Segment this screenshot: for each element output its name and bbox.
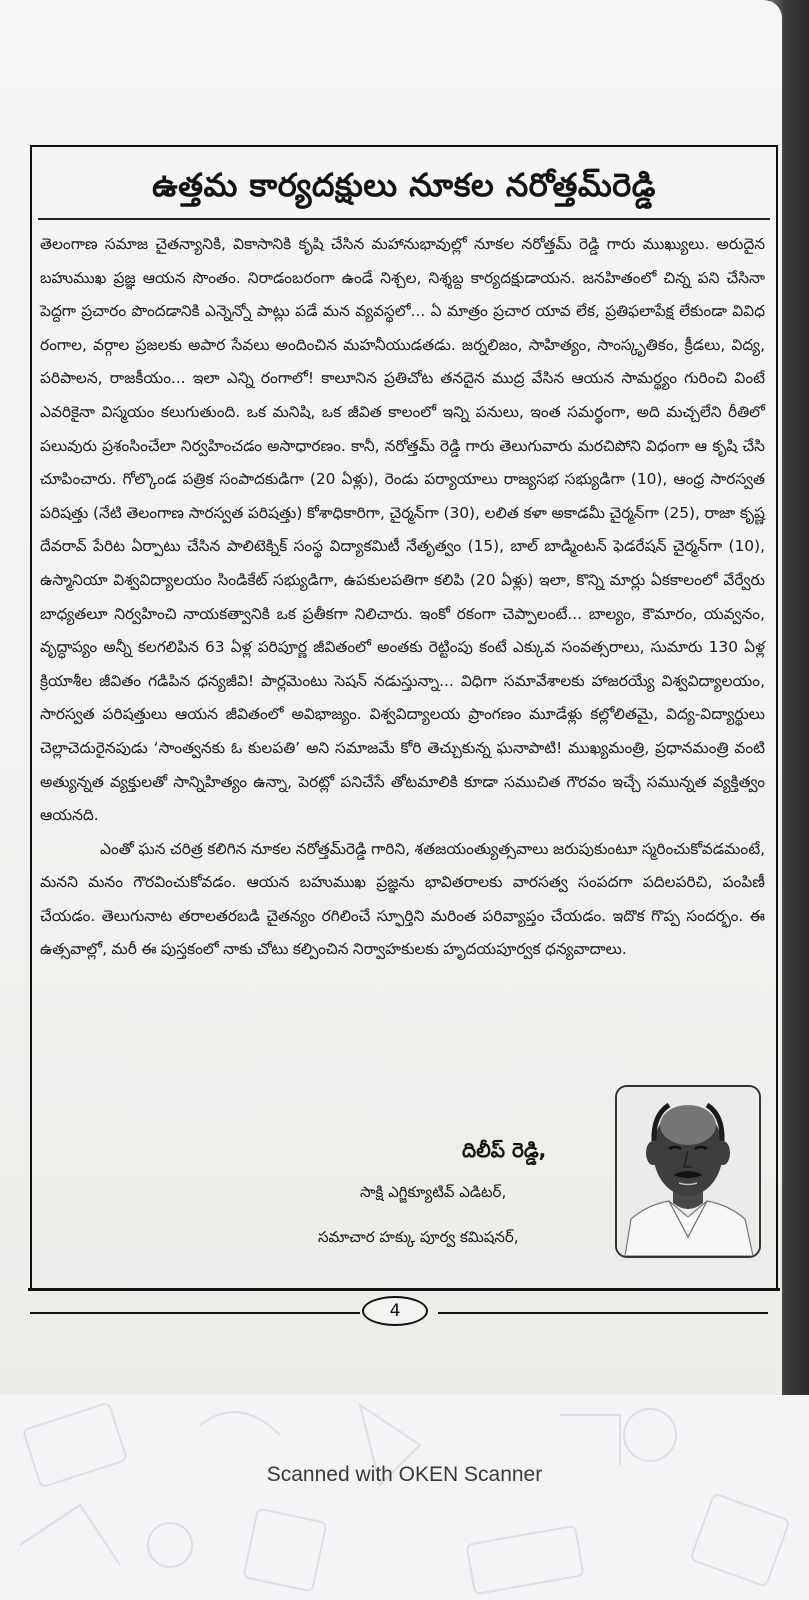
article-body — [40, 228, 765, 967]
article-title: ఉత్తమ కార్యదక్షులు నూకల నరోత్తమ్‌రెడ్డి — [152, 166, 656, 204]
scanner-footer — [0, 1395, 809, 1600]
watermark-pattern — [0, 1395, 809, 1600]
title-divider — [38, 218, 770, 220]
author-role-2: సమాచార హక్కు పూర్వ కమిషనర్, — [318, 1228, 519, 1246]
footer-rule-left — [30, 1312, 360, 1314]
author-name: దిలీప్ రెడ్డి, — [462, 1138, 547, 1162]
footer-rule — [28, 1288, 780, 1291]
footer-rule-right — [438, 1312, 768, 1314]
scanner-watermark-label: Scanned with OKEN Scanner — [266, 1463, 543, 1486]
article-paragraph-1: తెలంగాణ సమాజ చైతన్యానికి, వికాసానికి కృషి చేసిన మహానుభావుల్లో నూకల నరోత్తమ్ రెడ్డి గారు ముఖ్యులు. అరుదైన బహుముఖ ప్రజ్ఞ ఆయన సొంతం. నిరాడంబరంగా ఉండే నిశ్చల, నిశ్శబ్ద కార్యదక్షుడాయన. జనహితంలో చిన్న పని చేసినా పెద్దగా ప్రచారం పొందడానికి ఎన్నెన్నో పాట్లు పడే మన వ్యవస్థలో... ఏ మాత్రం ప్రచార యావ లేక, ప్రతిఫలాపేక్ష లేకుండా వివిధ రంగాల, వర్గాల ప్రజలకు అపార సేవలు అందించిన మహనీయుడతడు. జర్నలిజం, సాహిత్యం, సాంస్కృతికం, క్రీడలు, విద్య, పరిపాలన, రాజకీయం... ఇలా ఎన్ని రంగాలో! కాలూనిన ప్రతిచోట తనదైన ముద్ర వేసిన ఆయన సామర్థ్యం గురించి వింటే ఎవరికైనా విస్మయం కలుగుతుంది. ఒక మనిషి, ఒక జీవిత కాలంలో ఇన్ని పనులు, ఇంత సమర్థంగా, అది మచ్చలేని రీతిలో పలువురు ప్రశంసించేలా నిర్వహించడం అసాధారణం. కానీ, నరోత్తమ్ రెడ్డి గారు తెలుగువారు మరచిపోని విధంగా ఆ కృషి చేసి చూపించారు. గోల్కొండ పత్రిక సంపాదకుడిగా (20 ఏళ్లు), రెండు పర్యాయాలు రాజ్యసభ సభ్యుడిగా (10), ఆంధ్ర సారస్వత పరిషత్తు (నేటి తెలంగాణ సారస్వత పరిషత్తు) కోశాధికారిగా, చైర్మన్‌గా (30), లలిత కళా అకాడమీ చైర్మన్‌గా (25), రాజా కృష్ణ దేవరావ్ పేరిట ఏర్పాటు చేసిన పాలిటెక్నిక్ సంస్థ విద్యాకమిటీ నేతృత్వం (15), బాల్ బాడ్మింటన్ ఫెడరేషన్ చైర్మన్‌గా (10), ఉస్మానియా విశ్వవిద్యాలయం సిండికేట్ సభ్యుడిగా, ఉపకులపతిగా కలిపి (20 ఏళ్లు) ఇలా, కొన్ని మార్లు ఏకకాలంలో వేర్వేరు బాధ్యతలూ నిర్వహించి నాయకత్వానికి ఒక ప్రతీకగా నిలిచారు. ఇంకో రకంగా చెప్పాలంటే... బాల్యం, కౌమారం, యవ్వనం, వృద్ధాప్యం అన్నీ కలగలిపిన 63 ఏళ్ల పరిపూర్ణ జీవితంలో అంతకు రెట్టింపు కంటే ఎక్కువ సంవత్సరాలు, సుమారు 130 ఏళ్ల క్రియాశీల జీవితం గడిపిన ధన్యజీవి! పార్లమెంటు సెషన్ నడుస్తున్నా... విధిగా సమావేశాలకు హాజరయ్యే విశ్వవిద్యాలయం, సారస్వత పరిషత్తులు ఆయన జీవితంలో అవిభాజ్యం. విశ్వవిద్యాలయ ప్రాంగణం మూడేళ్లు కల్లోలితమై, విద్య-విద్యార్థులు చెల్లాచెదురైనపుడు ‘సాంత్వనకు ఓ కులపతి’ అని సమాజమే కోరి తెచ్చుకున్న ఘనాపాటి! ముఖ్యమంత్రి, ప్రధానమంత్రి వంటి అత్యున్నత వ్యక్తులతో సాన్నిహిత్యం ఉన్నా, పెరట్లో పనిచేసే తోటమాలికి కూడా సముచిత గౌరవం ఇచ్చే సమున్నత వ్యక్తిత్వం ఆయనది. — [40, 235, 765, 825]
author-photo — [615, 1085, 761, 1258]
author-portrait-image — [617, 1087, 759, 1256]
page-number: 4 — [362, 1296, 428, 1326]
author-role-1: సాక్షి ఎగ్జిక్యూటివ్ ఎడిటర్, — [360, 1183, 507, 1201]
article-paragraph-2: ఎంతో ఘన చరిత్ర కలిగిన నూకల నరోత్తమ్‌రెడ్డి గారిని, శతజయంత్యుత్సవాలు జరుపుకుంటూ స్మరించుకోవడమంటే, మనని మనం గౌరవించుకోవడం. ఆయన బహుముఖ ప్రజ్ఞను భావితరాలకు వారసత్వ సంపదగా పదిలపరిచి, పంపిణీ చేయడం. తెలుగునాట తరాలతరబడి చైతన్యం రగిలించే స్ఫూర్తిని మరింత పరివ్యాప్తం చేయడం. ఇదొక గొప్ప సందర్భం. ఈ ఉత్సవాల్లో, మరీ ఈ పుస్తకంలో నాకు చోటు కల్పించిన నిర్వాహకులకు హృదయపూర్వక ధన్యవాదాలు. — [40, 839, 765, 959]
